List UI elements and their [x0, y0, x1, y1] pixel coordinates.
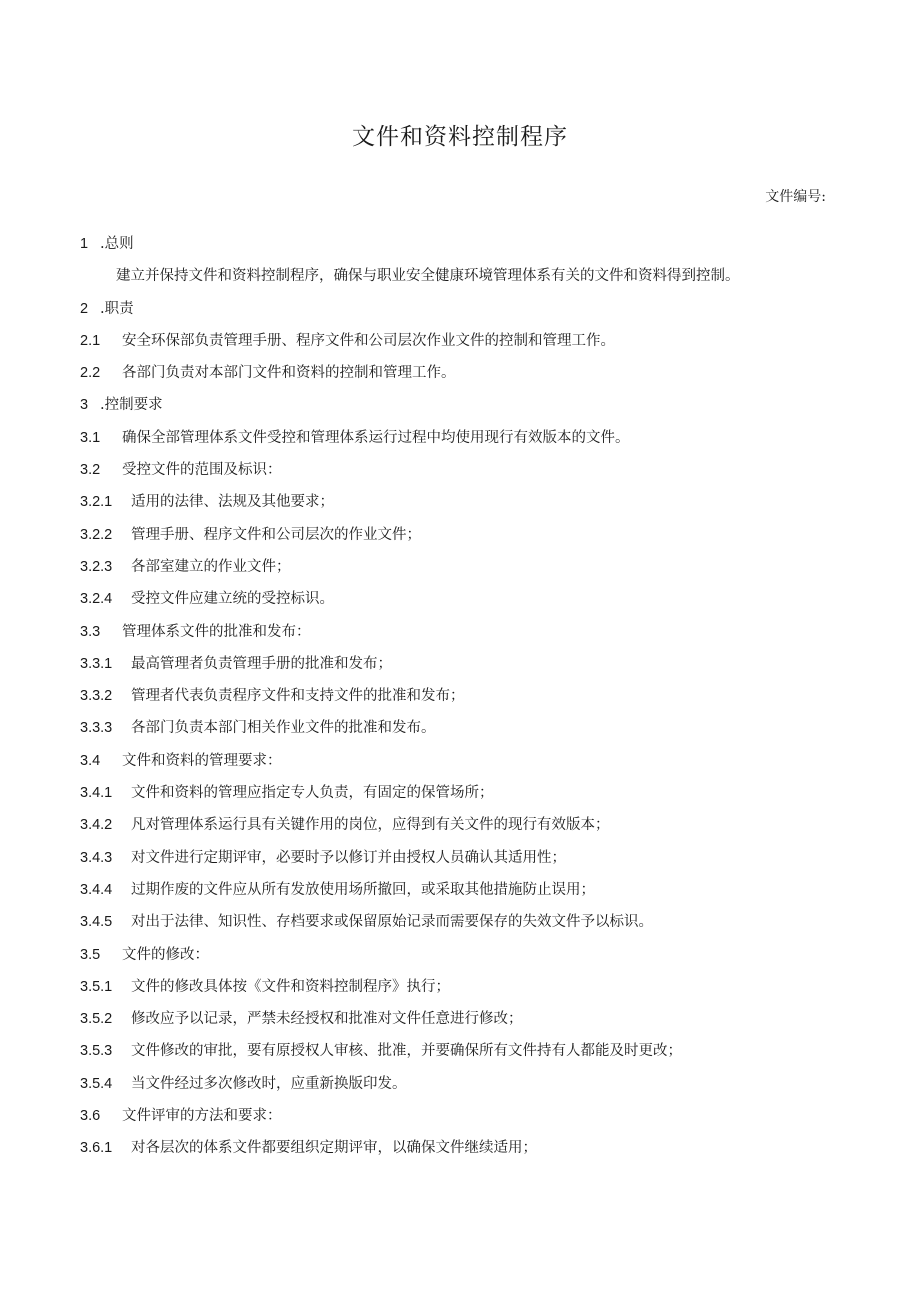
clause-text: 受控文件应建立统的受控标识。	[131, 591, 334, 608]
clause-number: 3.2.3	[80, 558, 113, 575]
clause-number: 3.4.4	[80, 881, 113, 898]
clause-item	[80, 847, 840, 879]
clause-item	[80, 814, 840, 846]
clause-text: 当文件经过多次修改时，应重新换版印发。	[131, 1075, 407, 1092]
clause-text: 适用的法律、法规及其他要求；	[131, 494, 334, 511]
clause-number: 3.4.3	[80, 849, 113, 866]
clause-text: 各部门负责本部门相关作业文件的批准和发布。	[131, 720, 436, 737]
clause-item	[80, 1105, 840, 1137]
clause-text: 文件修改的审批，要有原授权人审核、批准，并要确保所有文件持有人都能及时更改；	[131, 1043, 682, 1060]
clause-text: 受控文件的范围及标识：	[122, 462, 282, 479]
clause-number: 3.3.1	[80, 655, 113, 672]
paragraph	[80, 265, 840, 297]
section-heading	[80, 233, 840, 265]
section-heading	[80, 394, 840, 426]
clause-number: 2.1	[80, 332, 101, 349]
clause-item	[80, 491, 840, 523]
clause-item	[80, 330, 840, 362]
clause-number: 3.6	[80, 1108, 101, 1125]
clause-number: 3.5.1	[80, 978, 113, 995]
clause-text: 最高管理者负责管理手册的批准和发布；	[131, 655, 392, 672]
clause-number: 3.2.2	[80, 526, 113, 543]
clause-item	[80, 782, 840, 814]
clause-text: 文件的修改具体按《文件和资料控制程序》执行；	[131, 978, 450, 995]
clause-number: 3.6.1	[80, 1140, 113, 1157]
clause-item	[80, 524, 840, 556]
clause-text: 管理手册、程序文件和公司层次的作业文件；	[131, 526, 421, 543]
clause-number: 3.2.1	[80, 494, 113, 511]
clause-item	[80, 653, 840, 685]
clause-number: 3.4.5	[80, 914, 113, 931]
clause-item	[80, 685, 840, 717]
clause-text: 文件评审的方法和要求：	[122, 1108, 282, 1125]
clause-number: 3.4.2	[80, 817, 113, 834]
clause-number: 3.4.1	[80, 785, 113, 802]
section-heading	[80, 298, 840, 330]
clause-number: 3.4	[80, 752, 101, 769]
clause-item	[80, 1073, 840, 1105]
clause-text: 对各层次的体系文件都要组织定期评审，以确保文件继续适用；	[131, 1140, 537, 1157]
clause-number: 3.3.3	[80, 720, 113, 737]
clause-text: 修改应予以记录，严禁未经授权和批准对文件任意进行修改；	[131, 1011, 523, 1028]
clause-text: 各部室建立的作业文件；	[131, 558, 291, 575]
document-number-label: 文件编号:	[765, 189, 826, 205]
clause-text: .总则	[100, 236, 134, 252]
clause-number: 3.2.4	[80, 591, 113, 608]
clause-item	[80, 976, 840, 1008]
clause-item	[80, 879, 840, 911]
clause-number: 3.5.4	[80, 1075, 113, 1092]
clause-number: 2	[80, 300, 89, 317]
clause-number: 3	[80, 397, 89, 414]
clause-item	[80, 362, 840, 394]
clause-item	[80, 427, 840, 459]
clause-text: 各部门负责对本部门文件和资料的控制和管理工作。	[122, 365, 456, 382]
clause-number: 2.2	[80, 365, 101, 382]
document-body	[80, 233, 840, 1170]
clause-item	[80, 588, 840, 620]
clause-item	[80, 556, 840, 588]
clause-item	[80, 944, 840, 976]
clause-number: 3.5.3	[80, 1043, 113, 1060]
clause-number: 3.1	[80, 429, 101, 446]
document-title: 文件和资料控制程序	[352, 124, 568, 150]
clause-text: 管理者代表负责程序文件和支持文件的批准和发布；	[131, 688, 465, 705]
clause-item	[80, 459, 840, 491]
clause-item	[80, 717, 840, 749]
clause-number: 3.3	[80, 623, 101, 640]
clause-text: 过期作废的文件应从所有发放使用场所撤回，或采取其他措施防止误用；	[131, 881, 595, 898]
paragraph-text: 建立并保持文件和资料控制程序，确保与职业安全健康环境管理体系有关的文件和资料得到控制。	[116, 268, 740, 285]
clause-item	[80, 621, 840, 653]
clause-item	[80, 1008, 840, 1040]
clause-text: 文件和资料的管理应指定专人负责，有固定的保管场所；	[131, 785, 494, 802]
clause-text: 对文件进行定期评审，必要时予以修订并由授权人员确认其适用性；	[131, 849, 566, 866]
clause-number: 3.3.2	[80, 688, 113, 705]
clause-item	[80, 1040, 840, 1072]
clause-text: 文件和资料的管理要求：	[122, 752, 282, 769]
clause-text: 安全环保部负责管理手册、程序文件和公司层次作业文件的控制和管理工作。	[122, 332, 615, 349]
clause-number: 1	[80, 236, 89, 252]
clause-text: 确保全部管理体系文件受控和管理体系运行过程中均使用现行有效版本的文件。	[122, 429, 630, 446]
clause-text: 凡对管理体系运行具有关键作用的岗位，应得到有关文件的现行有效版本；	[131, 817, 610, 834]
clause-text: .控制要求	[100, 397, 163, 414]
clause-text: 管理体系文件的批准和发布：	[122, 623, 311, 640]
clause-item	[80, 1137, 840, 1169]
clause-number: 3.5	[80, 946, 101, 963]
clause-text: .职责	[100, 300, 134, 317]
clause-text: 文件的修改：	[122, 946, 209, 963]
clause-number: 3.5.2	[80, 1011, 113, 1028]
clause-item	[80, 911, 840, 943]
clause-text: 对出于法律、知识性、存档要求或保留原始记录而需要保存的失效文件予以标识。	[131, 914, 653, 931]
clause-number: 3.2	[80, 462, 101, 479]
clause-item	[80, 750, 840, 782]
